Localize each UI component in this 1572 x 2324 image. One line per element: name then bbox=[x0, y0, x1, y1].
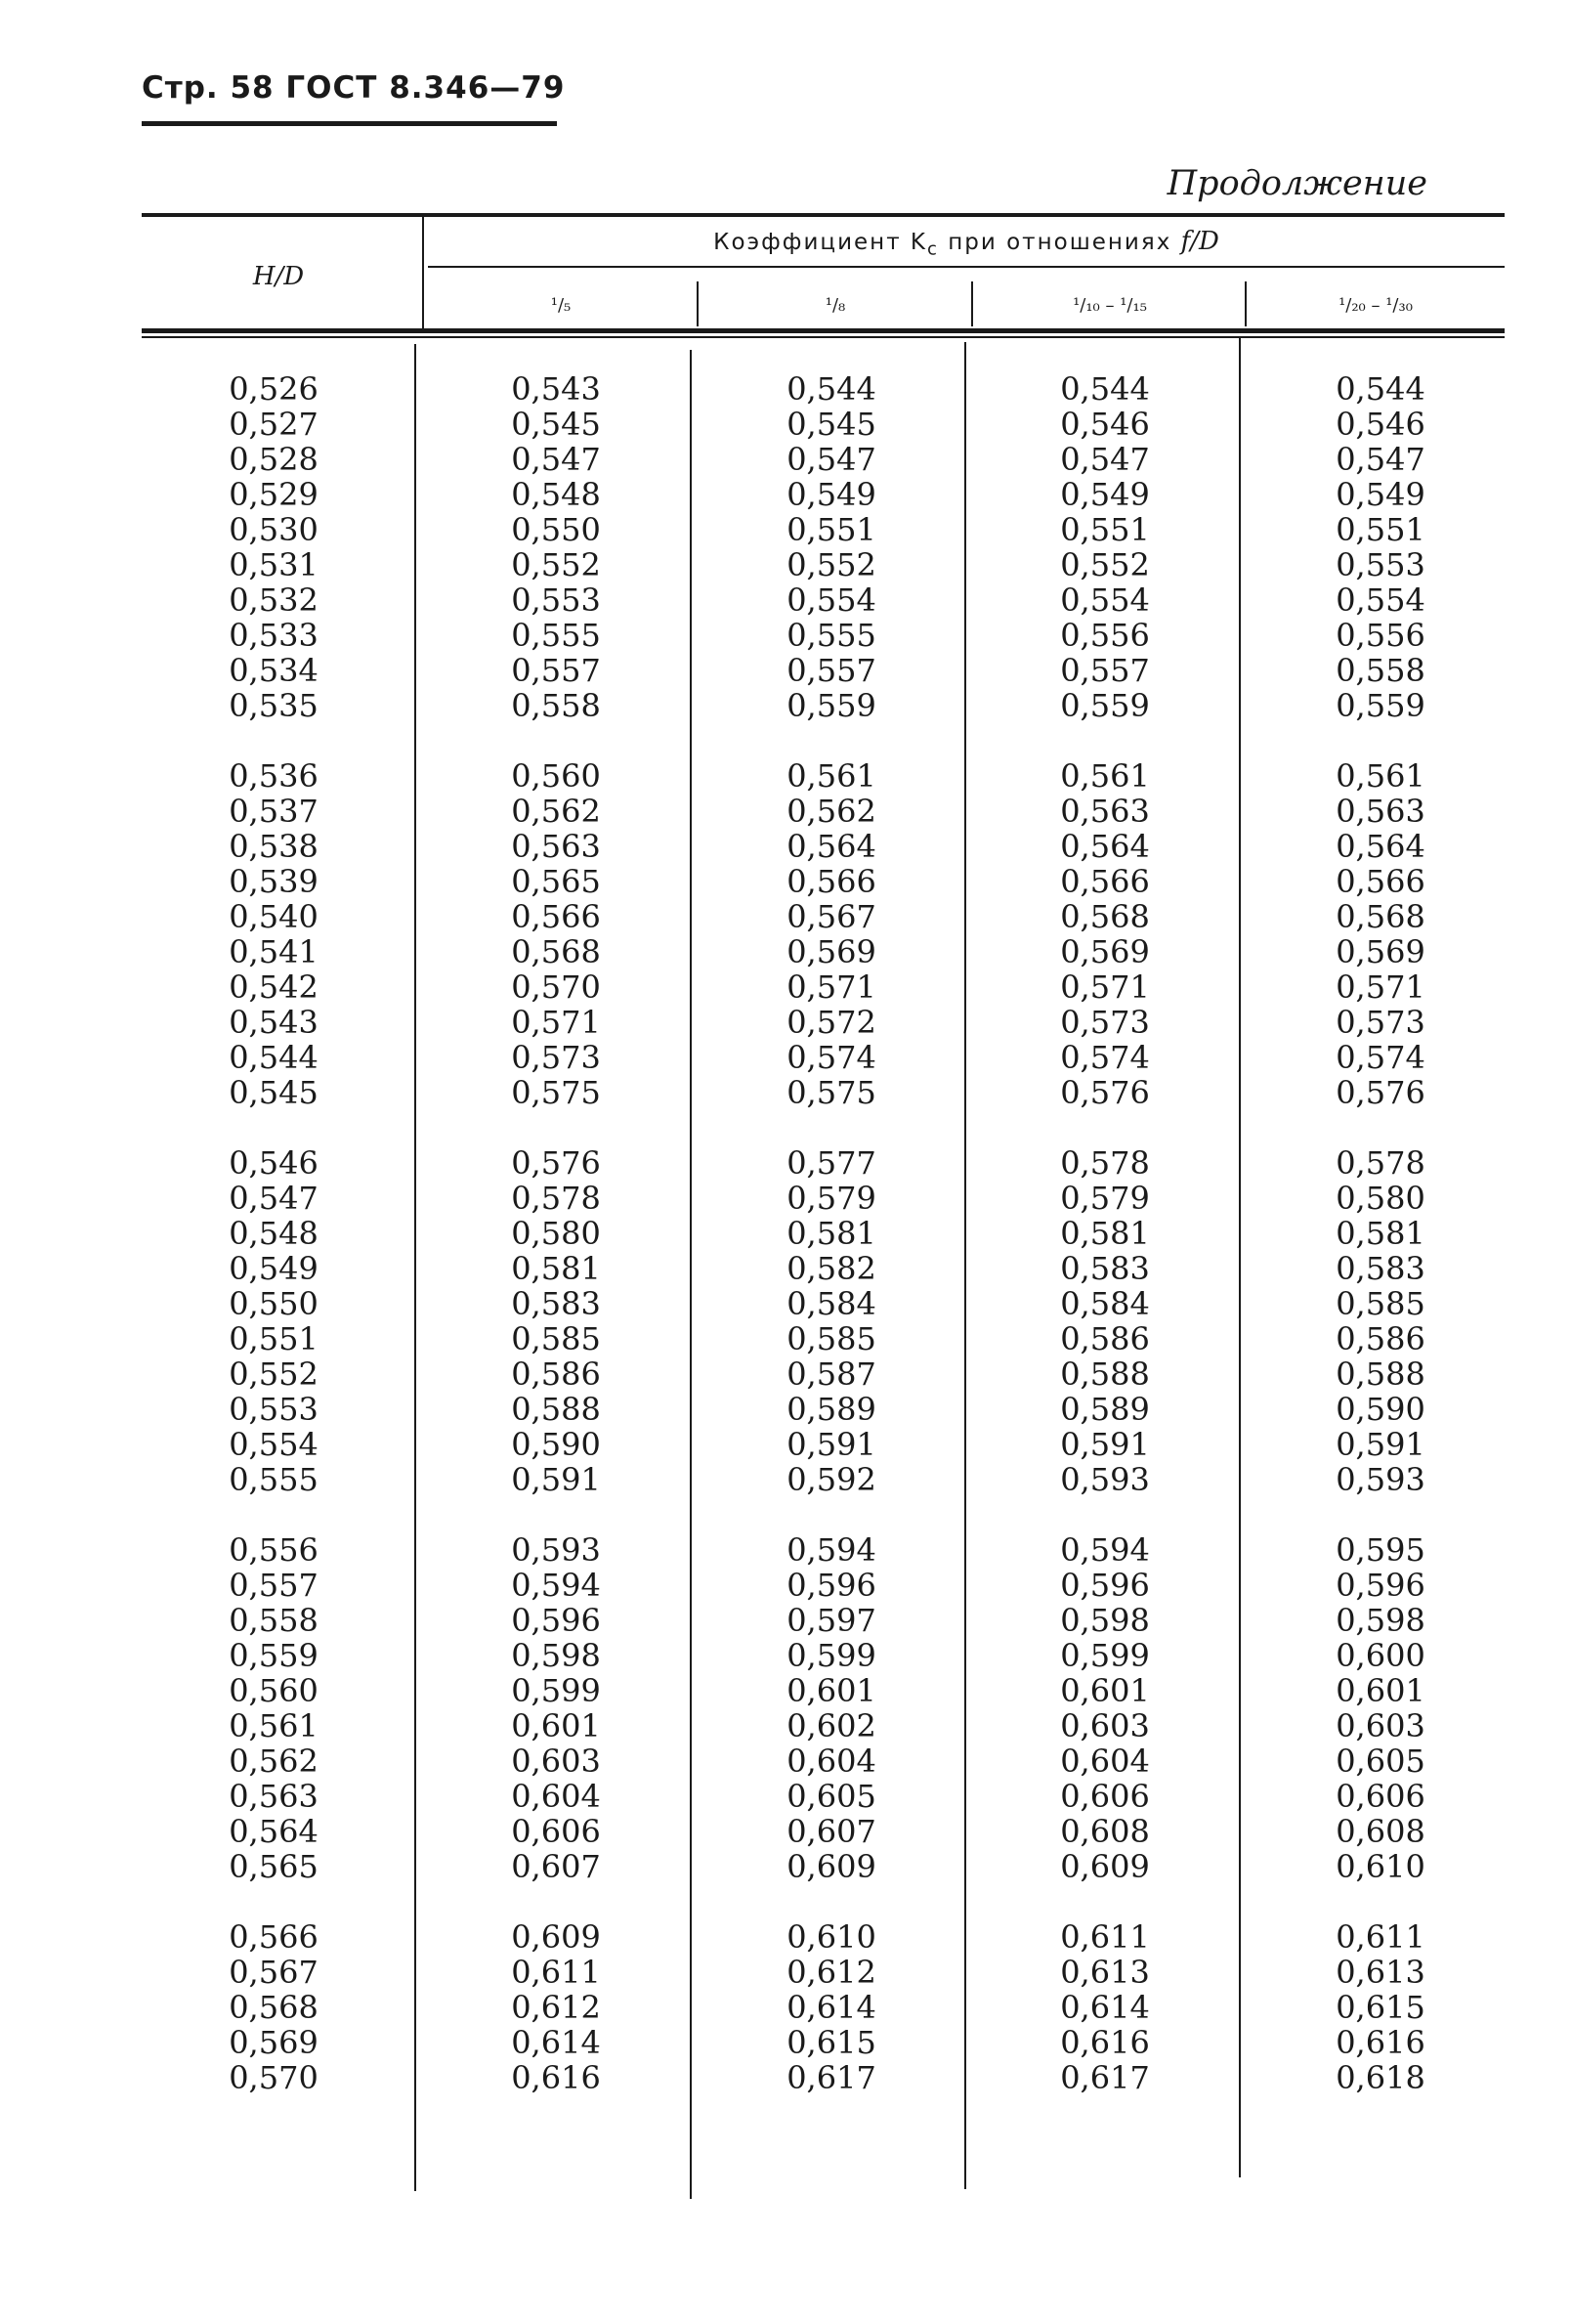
table-cell: 0,606 bbox=[1336, 1778, 1425, 1815]
table-cell: 0,568 bbox=[1060, 898, 1150, 935]
table-cell: 0,614 bbox=[1060, 1989, 1150, 2026]
header-hd: H/D bbox=[252, 262, 305, 291]
table-cell: 0,559 bbox=[786, 687, 876, 724]
table-cell: 0,534 bbox=[229, 652, 319, 689]
row-group bbox=[424, 1919, 688, 2095]
table-cell: 0,527 bbox=[229, 406, 319, 443]
table-cell: 0,613 bbox=[1336, 1954, 1425, 1991]
group-header-rule bbox=[428, 266, 1505, 268]
table-cell: 0,553 bbox=[1336, 546, 1425, 583]
subheader-1-5: ¹/₅ bbox=[550, 295, 572, 316]
table-cell: 0,547 bbox=[511, 441, 601, 478]
table-cell: 0,593 bbox=[511, 1531, 601, 1569]
table-cell: 0,596 bbox=[1336, 1567, 1425, 1604]
table-cell: 0,553 bbox=[511, 581, 601, 619]
table-cell: 0,576 bbox=[1336, 1074, 1425, 1111]
table-cell: 0,564 bbox=[1336, 828, 1425, 865]
table-cell: 0,616 bbox=[511, 2059, 601, 2096]
table-cell: 0,617 bbox=[1060, 2059, 1150, 2096]
table-cell: 0,599 bbox=[786, 1637, 876, 1674]
table-cell: 0,573 bbox=[1060, 1004, 1150, 1041]
table-cell: 0,584 bbox=[1060, 1285, 1150, 1322]
column-k-1-5 bbox=[424, 371, 688, 2130]
table-cell: 0,570 bbox=[511, 968, 601, 1006]
table-cell: 0,559 bbox=[1060, 687, 1150, 724]
table-cell: 0,559 bbox=[229, 1637, 319, 1674]
table-cell: 0,594 bbox=[786, 1531, 876, 1569]
table-cell: 0,566 bbox=[786, 863, 876, 900]
table-cell: 0,591 bbox=[1336, 1426, 1425, 1463]
table-cell: 0,600 bbox=[1336, 1637, 1425, 1674]
table-cell: 0,553 bbox=[229, 1391, 319, 1428]
table-cell: 0,610 bbox=[786, 1918, 876, 1956]
table-cell: 0,546 bbox=[1060, 406, 1150, 443]
table-cell: 0,562 bbox=[511, 793, 601, 830]
table-cell: 0,591 bbox=[1060, 1426, 1150, 1463]
row-group bbox=[424, 1145, 688, 1497]
table-cell: 0,615 bbox=[786, 2024, 876, 2061]
table-cell: 0,616 bbox=[1060, 2024, 1150, 2061]
header-coefficient-suffix: при отношениях bbox=[948, 230, 1172, 255]
table-cell: 0,609 bbox=[786, 1848, 876, 1885]
table-cell: 0,577 bbox=[786, 1144, 876, 1182]
row-group bbox=[700, 1145, 963, 1497]
table-cell: 0,601 bbox=[511, 1707, 601, 1744]
table-cell: 0,581 bbox=[511, 1250, 601, 1287]
table-cell: 0,609 bbox=[511, 1918, 601, 1956]
table-cell: 0,591 bbox=[786, 1426, 876, 1463]
table-cell: 0,592 bbox=[786, 1461, 876, 1498]
column-k-1-20-30 bbox=[1249, 371, 1512, 2130]
table-cell: 0,603 bbox=[1336, 1707, 1425, 1744]
table-cell: 0,580 bbox=[511, 1215, 601, 1252]
table-cell: 0,530 bbox=[229, 511, 319, 548]
table-cell: 0,556 bbox=[1336, 617, 1425, 654]
table-cell: 0,547 bbox=[229, 1180, 319, 1217]
table-cell: 0,604 bbox=[786, 1743, 876, 1780]
table-cell: 0,596 bbox=[1060, 1567, 1150, 1604]
table-cell: 0,576 bbox=[1060, 1074, 1150, 1111]
row-group bbox=[424, 1532, 688, 1884]
table-cell: 0,557 bbox=[1060, 652, 1150, 689]
table-cell: 0,580 bbox=[1336, 1180, 1425, 1217]
table-cell: 0,616 bbox=[1336, 2024, 1425, 2061]
table-cell: 0,549 bbox=[786, 476, 876, 513]
header-coefficient-label: Коэффициент K bbox=[713, 230, 927, 255]
table-cell: 0,567 bbox=[229, 1954, 319, 1991]
table-cell: 0,579 bbox=[786, 1180, 876, 1217]
col-divider-body-3 bbox=[964, 342, 966, 2189]
table-cell: 0,586 bbox=[1336, 1320, 1425, 1357]
table-cell: 0,561 bbox=[229, 1707, 319, 1744]
row-group bbox=[973, 1532, 1237, 1884]
table-cell: 0,536 bbox=[229, 757, 319, 795]
table-cell: 0,544 bbox=[1060, 370, 1150, 408]
table-cell: 0,569 bbox=[1060, 933, 1150, 970]
table-cell: 0,593 bbox=[1060, 1461, 1150, 1498]
table-cell: 0,555 bbox=[786, 617, 876, 654]
table-cell: 0,584 bbox=[786, 1285, 876, 1322]
col-divider-body-2 bbox=[690, 350, 692, 2199]
table-cell: 0,608 bbox=[1060, 1813, 1150, 1850]
row-group bbox=[424, 758, 688, 1110]
table-cell: 0,582 bbox=[786, 1250, 876, 1287]
table-cell: 0,571 bbox=[786, 968, 876, 1006]
row-group bbox=[700, 1919, 963, 2095]
row-group bbox=[142, 1145, 405, 1497]
row-group bbox=[1249, 1919, 1512, 2095]
table-cell: 0,531 bbox=[229, 546, 319, 583]
table-cell: 0,598 bbox=[1060, 1602, 1150, 1639]
table-cell: 0,569 bbox=[786, 933, 876, 970]
table-cell: 0,561 bbox=[786, 757, 876, 795]
table-cell: 0,604 bbox=[1060, 1743, 1150, 1780]
table-cell: 0,599 bbox=[511, 1672, 601, 1709]
table-cell: 0,579 bbox=[1060, 1180, 1150, 1217]
header-rule bbox=[142, 121, 557, 126]
table-cell: 0,574 bbox=[786, 1039, 876, 1076]
table-cell: 0,546 bbox=[229, 1144, 319, 1182]
table-cell: 0,566 bbox=[1060, 863, 1150, 900]
row-group bbox=[700, 758, 963, 1110]
table-cell: 0,594 bbox=[511, 1567, 601, 1604]
table-cell: 0,559 bbox=[1336, 687, 1425, 724]
table-cell: 0,573 bbox=[1336, 1004, 1425, 1041]
table-cell: 0,563 bbox=[229, 1778, 319, 1815]
table-cell: 0,551 bbox=[1060, 511, 1150, 548]
table-cell: 0,578 bbox=[511, 1180, 601, 1217]
table-cell: 0,551 bbox=[229, 1320, 319, 1357]
table-cell: 0,581 bbox=[1336, 1215, 1425, 1252]
row-group bbox=[424, 371, 688, 723]
table-cell: 0,594 bbox=[1060, 1531, 1150, 1569]
table-cell: 0,568 bbox=[511, 933, 601, 970]
table-cell: 0,574 bbox=[1060, 1039, 1150, 1076]
table-cell: 0,551 bbox=[1336, 511, 1425, 548]
table-cell: 0,545 bbox=[786, 406, 876, 443]
table-cell: 0,541 bbox=[229, 933, 319, 970]
column-hd bbox=[142, 371, 405, 2130]
table-cell: 0,603 bbox=[511, 1743, 601, 1780]
row-group bbox=[973, 758, 1237, 1110]
subheader-1-8: ¹/₈ bbox=[825, 295, 846, 316]
row-group bbox=[1249, 758, 1512, 1110]
table-cell: 0,569 bbox=[1336, 933, 1425, 970]
table-cell: 0,556 bbox=[1060, 617, 1150, 654]
col-divider-body-1 bbox=[414, 344, 416, 2191]
table-cell: 0,537 bbox=[229, 793, 319, 830]
table-cell: 0,549 bbox=[1060, 476, 1150, 513]
table-cell: 0,566 bbox=[511, 898, 601, 935]
table-cell: 0,540 bbox=[229, 898, 319, 935]
header-coefficient-sub: c bbox=[927, 238, 939, 260]
table-cell: 0,575 bbox=[786, 1074, 876, 1111]
table-cell: 0,590 bbox=[511, 1426, 601, 1463]
table-cell: 0,563 bbox=[1336, 793, 1425, 830]
table-cell: 0,552 bbox=[511, 546, 601, 583]
table-cell: 0,547 bbox=[786, 441, 876, 478]
table-cell: 0,598 bbox=[511, 1637, 601, 1674]
table-cell: 0,556 bbox=[229, 1531, 319, 1569]
table-cell: 0,550 bbox=[229, 1285, 319, 1322]
table-cell: 0,588 bbox=[511, 1391, 601, 1428]
table-cell: 0,617 bbox=[786, 2059, 876, 2096]
table-cell: 0,564 bbox=[229, 1813, 319, 1850]
table-cell: 0,607 bbox=[511, 1848, 601, 1885]
table-cell: 0,607 bbox=[786, 1813, 876, 1850]
subheader-1-10-15: ¹/₁₀ – ¹/₁₅ bbox=[1073, 295, 1147, 316]
table-cell: 0,565 bbox=[511, 863, 601, 900]
table-cell: 0,532 bbox=[229, 581, 319, 619]
table-cell: 0,528 bbox=[229, 441, 319, 478]
table-cell: 0,560 bbox=[229, 1672, 319, 1709]
table-cell: 0,610 bbox=[1336, 1848, 1425, 1885]
table-cell: 0,562 bbox=[229, 1743, 319, 1780]
table-cell: 0,585 bbox=[1336, 1285, 1425, 1322]
table-cell: 0,529 bbox=[229, 476, 319, 513]
table-cell: 0,601 bbox=[1336, 1672, 1425, 1709]
table-cell: 0,613 bbox=[1060, 1954, 1150, 1991]
table-cell: 0,564 bbox=[786, 828, 876, 865]
table-cell: 0,557 bbox=[786, 652, 876, 689]
table-cell: 0,596 bbox=[786, 1567, 876, 1604]
table-cell: 0,604 bbox=[511, 1778, 601, 1815]
table-cell: 0,548 bbox=[511, 476, 601, 513]
row-group bbox=[142, 1919, 405, 2095]
table-cell: 0,612 bbox=[511, 1989, 601, 2026]
table-cell: 0,614 bbox=[786, 1989, 876, 2026]
table-cell: 0,547 bbox=[1336, 441, 1425, 478]
table-cell: 0,567 bbox=[786, 898, 876, 935]
table-cell: 0,566 bbox=[1336, 863, 1425, 900]
row-group bbox=[700, 371, 963, 723]
table-cell: 0,599 bbox=[1060, 1637, 1150, 1674]
table-cell: 0,572 bbox=[786, 1004, 876, 1041]
table-cell: 0,596 bbox=[511, 1602, 601, 1639]
table-cell: 0,603 bbox=[1060, 1707, 1150, 1744]
table-cell: 0,543 bbox=[511, 370, 601, 408]
table-cell: 0,569 bbox=[229, 2024, 319, 2061]
table-cell: 0,535 bbox=[229, 687, 319, 724]
table-cell: 0,545 bbox=[229, 1074, 319, 1111]
table-cell: 0,568 bbox=[1336, 898, 1425, 935]
table-cell: 0,589 bbox=[786, 1391, 876, 1428]
table-cell: 0,618 bbox=[1336, 2059, 1425, 2096]
table-cell: 0,563 bbox=[1060, 793, 1150, 830]
table-cell: 0,560 bbox=[511, 757, 601, 795]
table-cell: 0,609 bbox=[1060, 1848, 1150, 1885]
table-cell: 0,552 bbox=[229, 1356, 319, 1393]
table-cell: 0,602 bbox=[786, 1707, 876, 1744]
table-cell: 0,581 bbox=[1060, 1215, 1150, 1252]
table-cell: 0,598 bbox=[1336, 1602, 1425, 1639]
table-cell: 0,562 bbox=[786, 793, 876, 830]
table-cell: 0,583 bbox=[511, 1285, 601, 1322]
table-cell: 0,545 bbox=[511, 406, 601, 443]
row-group bbox=[142, 1532, 405, 1884]
row-group bbox=[973, 371, 1237, 723]
table-cell: 0,597 bbox=[786, 1602, 876, 1639]
table-cell: 0,581 bbox=[786, 1215, 876, 1252]
table-cell: 0,538 bbox=[229, 828, 319, 865]
table-cell: 0,561 bbox=[1336, 757, 1425, 795]
table-cell: 0,551 bbox=[786, 511, 876, 548]
table-cell: 0,554 bbox=[786, 581, 876, 619]
table-cell: 0,590 bbox=[1336, 1391, 1425, 1428]
table-cell: 0,558 bbox=[511, 687, 601, 724]
continuation-label: Продолжение bbox=[1167, 164, 1427, 203]
table-cell: 0,542 bbox=[229, 968, 319, 1006]
table-cell: 0,608 bbox=[1336, 1813, 1425, 1850]
table-cell: 0,544 bbox=[786, 370, 876, 408]
table-cell: 0,571 bbox=[1060, 968, 1150, 1006]
table-cell: 0,547 bbox=[1060, 441, 1150, 478]
row-group bbox=[1249, 1145, 1512, 1497]
row-group bbox=[700, 1532, 963, 1884]
table-cell: 0,563 bbox=[511, 828, 601, 865]
table-cell: 0,595 bbox=[1336, 1531, 1425, 1569]
header-ratio: f/D bbox=[1180, 227, 1219, 256]
table-cell: 0,574 bbox=[1336, 1039, 1425, 1076]
table-cell: 0,576 bbox=[511, 1144, 601, 1182]
table-cell: 0,606 bbox=[511, 1813, 601, 1850]
header-bottom-rule-2 bbox=[142, 336, 1505, 338]
row-group bbox=[142, 758, 405, 1110]
table-cell: 0,612 bbox=[786, 1954, 876, 1991]
table-cell: 0,555 bbox=[511, 617, 601, 654]
table-cell: 0,586 bbox=[511, 1356, 601, 1393]
table-cell: 0,550 bbox=[511, 511, 601, 548]
table-top-rule bbox=[142, 213, 1505, 217]
table-cell: 0,585 bbox=[786, 1320, 876, 1357]
table-cell: 0,526 bbox=[229, 370, 319, 408]
table-cell: 0,586 bbox=[1060, 1320, 1150, 1357]
table-cell: 0,549 bbox=[1336, 476, 1425, 513]
table-cell: 0,558 bbox=[229, 1602, 319, 1639]
table-cell: 0,571 bbox=[511, 1004, 601, 1041]
table-cell: 0,557 bbox=[229, 1567, 319, 1604]
table-cell: 0,552 bbox=[1060, 546, 1150, 583]
header-bottom-rule bbox=[142, 328, 1505, 333]
table-cell: 0,578 bbox=[1336, 1144, 1425, 1182]
row-group bbox=[142, 371, 405, 723]
table-cell: 0,570 bbox=[229, 2059, 319, 2096]
table-cell: 0,601 bbox=[786, 1672, 876, 1709]
row-group bbox=[973, 1145, 1237, 1497]
header-coefficient bbox=[428, 227, 1505, 260]
column-k-1-8 bbox=[700, 371, 963, 2130]
row-group bbox=[1249, 1532, 1512, 1884]
table-cell: 0,587 bbox=[786, 1356, 876, 1393]
table-cell: 0,564 bbox=[1060, 828, 1150, 865]
table-cell: 0,605 bbox=[786, 1778, 876, 1815]
table-cell: 0,565 bbox=[229, 1848, 319, 1885]
table-cell: 0,533 bbox=[229, 617, 319, 654]
table-cell: 0,555 bbox=[229, 1461, 319, 1498]
table-cell: 0,588 bbox=[1060, 1356, 1150, 1393]
table-cell: 0,568 bbox=[229, 1989, 319, 2026]
table-cell: 0,614 bbox=[511, 2024, 601, 2061]
table-cell: 0,554 bbox=[229, 1426, 319, 1463]
table-cell: 0,605 bbox=[1336, 1743, 1425, 1780]
table-cell: 0,593 bbox=[1336, 1461, 1425, 1498]
row-group bbox=[1249, 371, 1512, 723]
table-cell: 0,583 bbox=[1336, 1250, 1425, 1287]
table-cell: 0,589 bbox=[1060, 1391, 1150, 1428]
table-cell: 0,554 bbox=[1060, 581, 1150, 619]
table-cell: 0,543 bbox=[229, 1004, 319, 1041]
subheader-1-20-30: ¹/₂₀ – ¹/₃₀ bbox=[1338, 295, 1413, 316]
table-cell: 0,566 bbox=[229, 1918, 319, 1956]
table-cell: 0,558 bbox=[1336, 652, 1425, 689]
row-group bbox=[973, 1919, 1237, 2095]
table-cell: 0,578 bbox=[1060, 1144, 1150, 1182]
table-cell: 0,606 bbox=[1060, 1778, 1150, 1815]
table-cell: 0,591 bbox=[511, 1461, 601, 1498]
table-cell: 0,571 bbox=[1336, 968, 1425, 1006]
table-cell: 0,557 bbox=[511, 652, 601, 689]
table-cell: 0,615 bbox=[1336, 1989, 1425, 2026]
table-cell: 0,575 bbox=[511, 1074, 601, 1111]
table-cell: 0,583 bbox=[1060, 1250, 1150, 1287]
table-cell: 0,548 bbox=[229, 1215, 319, 1252]
table-cell: 0,539 bbox=[229, 863, 319, 900]
table-cell: 0,544 bbox=[1336, 370, 1425, 408]
table-cell: 0,588 bbox=[1336, 1356, 1425, 1393]
table-cell: 0,585 bbox=[511, 1320, 601, 1357]
table-cell: 0,554 bbox=[1336, 581, 1425, 619]
table-cell: 0,611 bbox=[1060, 1918, 1150, 1956]
table-cell: 0,549 bbox=[229, 1250, 319, 1287]
col-divider-body-4 bbox=[1239, 338, 1241, 2177]
table-cell: 0,546 bbox=[1336, 406, 1425, 443]
table-cell: 0,561 bbox=[1060, 757, 1150, 795]
table-cell: 0,544 bbox=[229, 1039, 319, 1076]
table-cell: 0,611 bbox=[511, 1954, 601, 1991]
table-cell: 0,601 bbox=[1060, 1672, 1150, 1709]
table-cell: 0,552 bbox=[786, 546, 876, 583]
page-header: Стр. 58 ГОСТ 8.346—79 bbox=[142, 70, 566, 106]
table-cell: 0,611 bbox=[1336, 1918, 1425, 1956]
table-cell: 0,573 bbox=[511, 1039, 601, 1076]
column-k-1-10-15 bbox=[973, 371, 1237, 2130]
